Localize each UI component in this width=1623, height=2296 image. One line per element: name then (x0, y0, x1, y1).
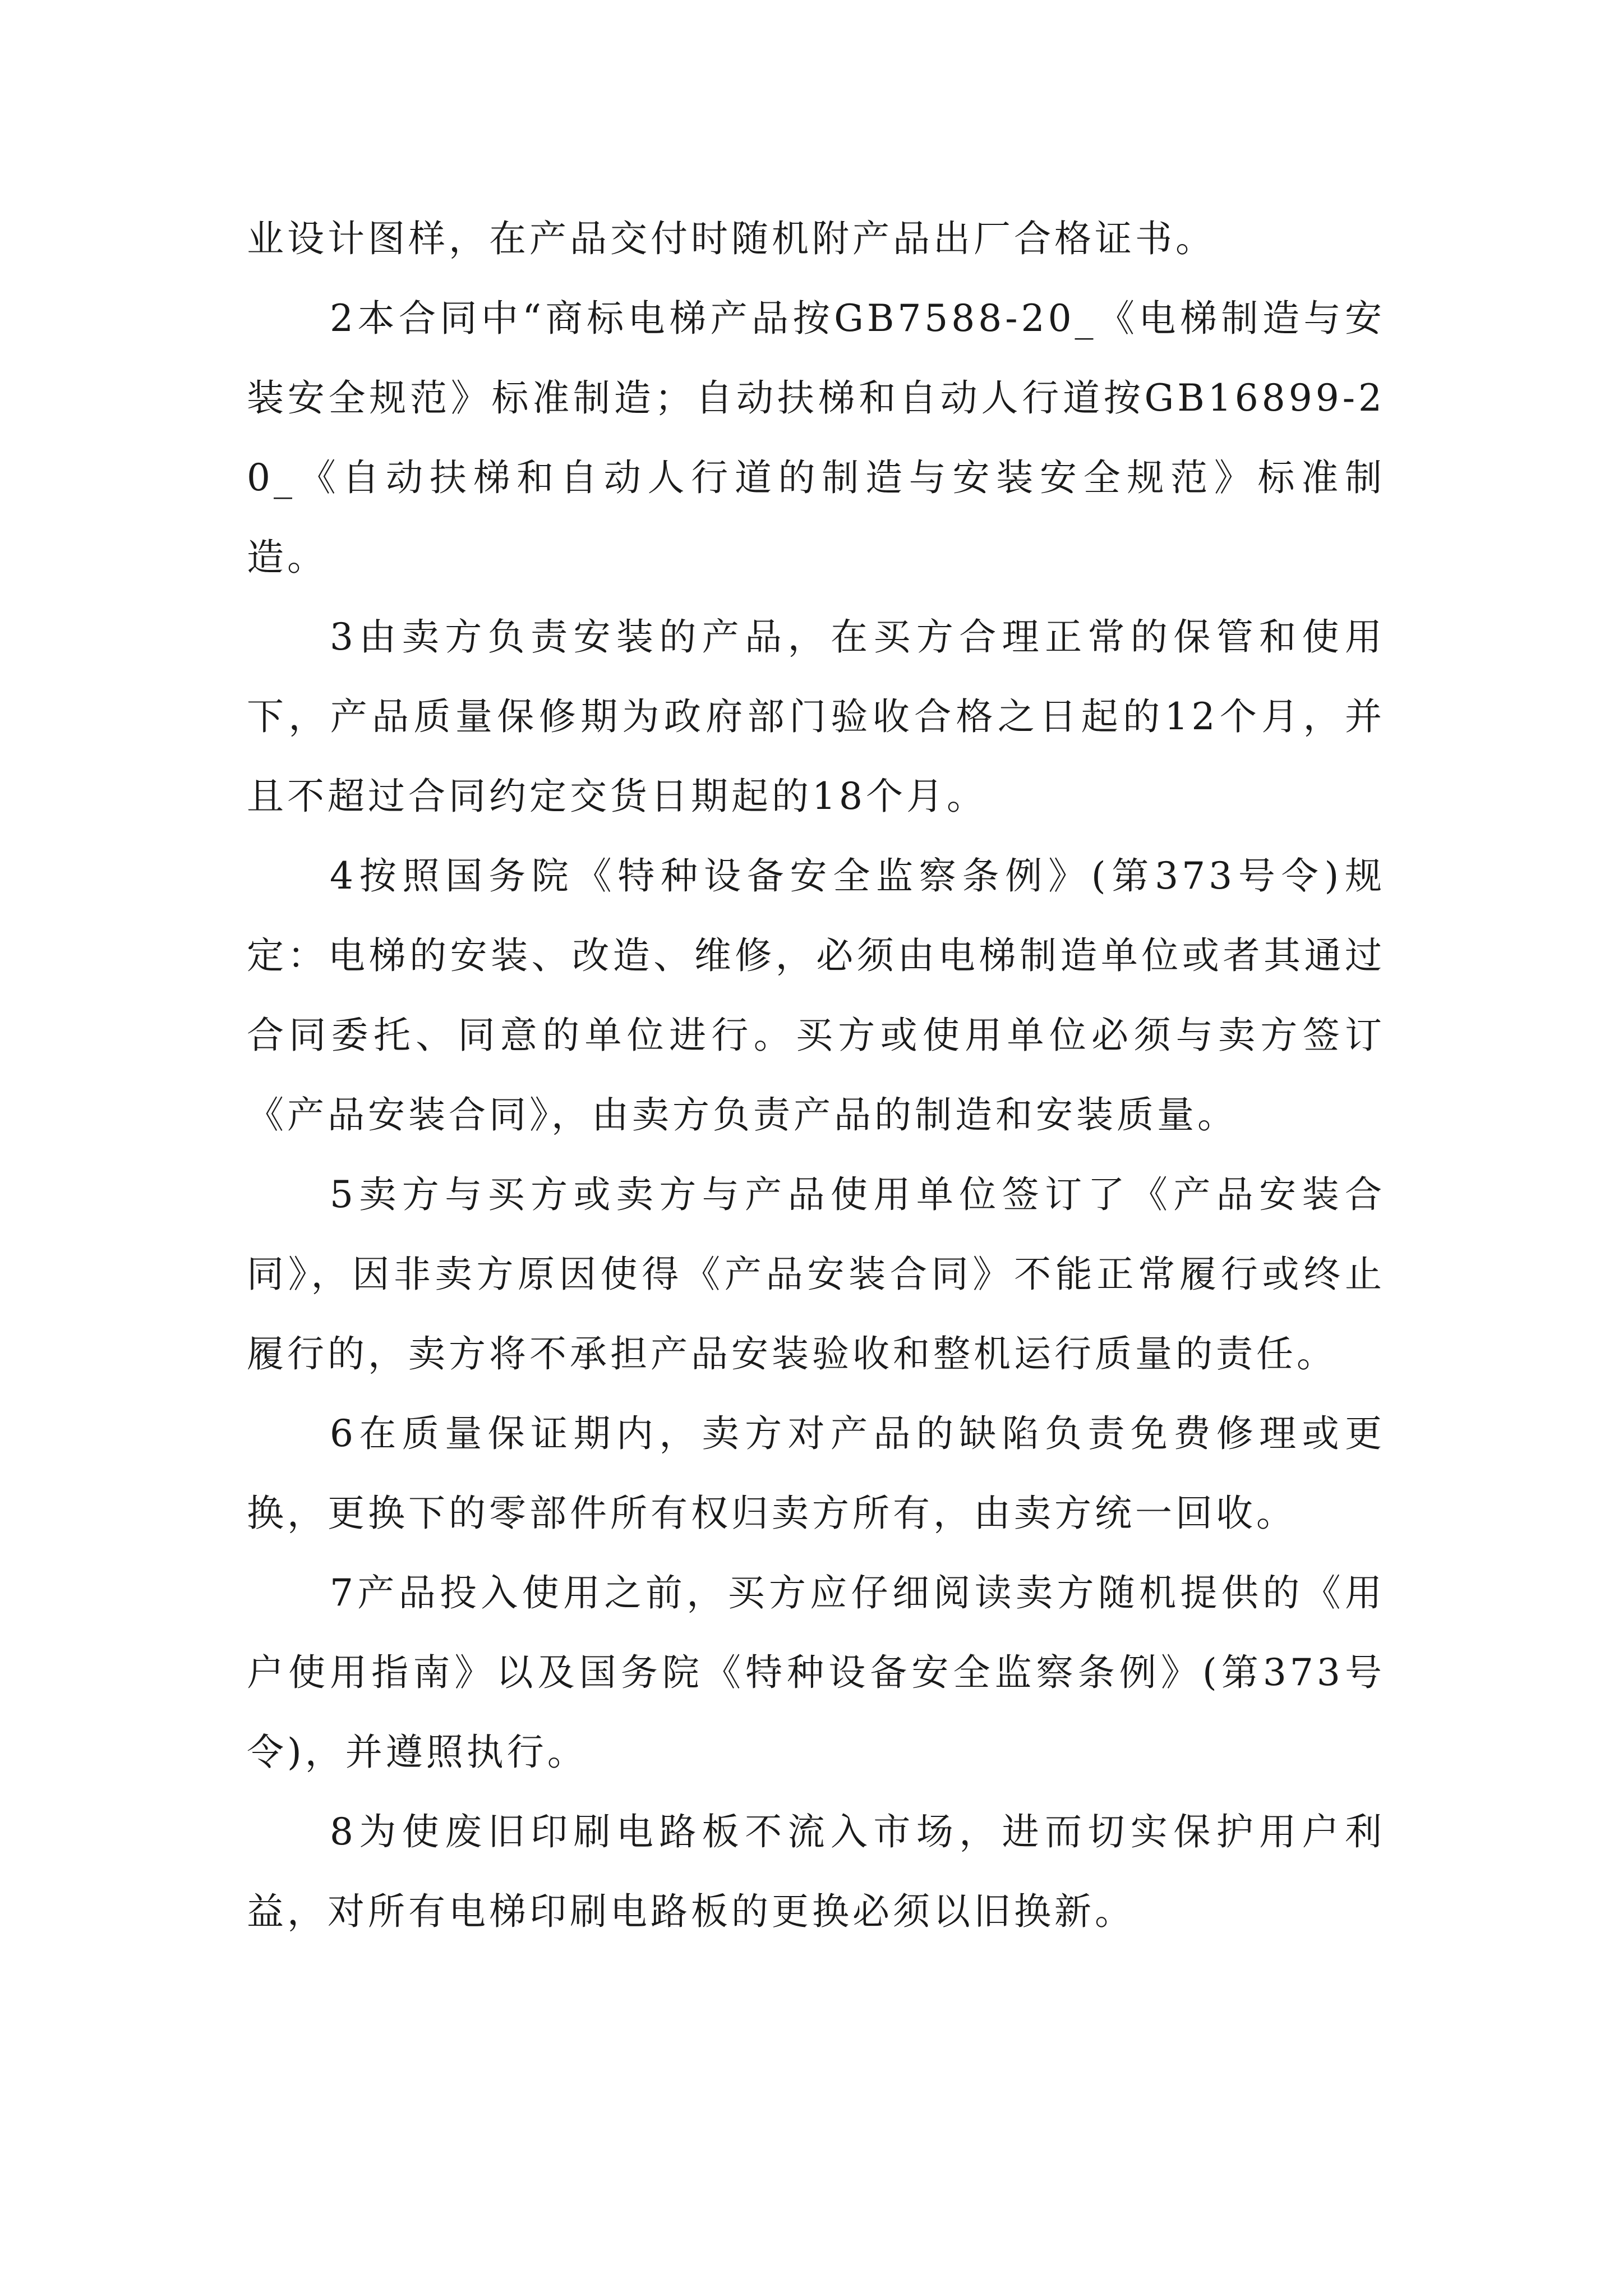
paragraph-item-4: 4按照国务院《特种设备安全监察条例》(第373号令)规定：电梯的安装、改造、维修，必须由电梯制造单位或者其通过合同委托、同意的单位进行。买方或使用单位必须与卖方签订《产品安装合同》，由卖方负责产品的制造和安装质量。 (247, 854, 1385, 1137)
paragraph-continuation: 业设计图样，在产品交付时随机附产品出厂合格证书。 (247, 217, 1216, 260)
paragraph-item-7: 7产品投入使用之前，买方应仔细阅读卖方随机提供的《用户使用指南》以及国务院《特种设备安全监察条例》(第373号令)，并遵照执行。 (247, 1571, 1385, 1774)
document-body (247, 199, 1385, 1952)
paragraph-item-2: 2本合同中“商标电梯产品按GB7588-20_《电梯制造与安装安全规范》标准制造；自动扶梯和自动人行道按GB16899-20_《自动扶梯和自动人行道的制造与安装安全规范》标准制造。 (247, 297, 1385, 579)
paragraph-item-8: 8为使废旧印刷电路板不流入市场，进而切实保护用户利益，对所有电梯印刷电路板的更换必须以旧换新。 (247, 1810, 1385, 1933)
paragraph-item-3: 3由卖方负责安装的产品，在买方合理正常的保管和使用下，产品质量保修期为政府部门验收合格之日起的12个月，并且不超过合同约定交货日期起的18个月。 (247, 615, 1385, 818)
paragraph-item-5: 5卖方与买方或卖方与产品使用单位签订了《产品安装合同》，因非卖方原因使得《产品安装合同》不能正常履行或终止履行的，卖方将不承担产品安装验收和整机运行质量的责任。 (247, 1173, 1385, 1375)
paragraph-item-6: 6在质量保证期内，卖方对产品的缺陷负责免费修理或更换，更换下的零部件所有权归卖方所有，由卖方统一回收。 (247, 1412, 1385, 1535)
